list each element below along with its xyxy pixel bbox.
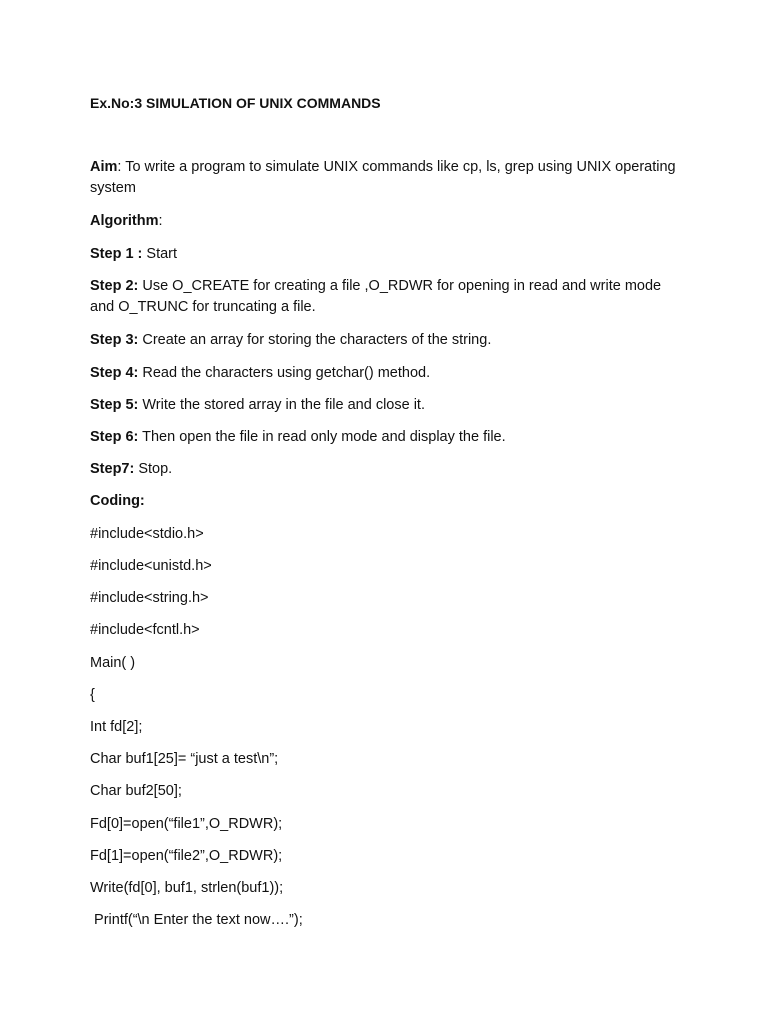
document-page bbox=[90, 0, 690, 1024]
step-label: Step 6: bbox=[90, 429, 139, 445]
algorithm-suffix: : bbox=[158, 213, 163, 229]
coding-heading: Coding: bbox=[90, 493, 145, 509]
code-line: Write(fd[0], buf1, strlen(buf1)); bbox=[90, 880, 284, 896]
step-4 bbox=[90, 363, 430, 384]
code-line: Fd[1]=open(“file2”,O_RDWR); bbox=[90, 848, 283, 864]
aim-text: : To write a program to simulate UNIX commands like cp, ls, grep using UNIX operating system bbox=[90, 159, 676, 196]
code-line: Main( ) bbox=[90, 655, 136, 671]
step-5 bbox=[90, 395, 425, 416]
step-text: Then open the file in read only mode and display the file. bbox=[138, 429, 506, 445]
code-line: #include<fcntl.h> bbox=[90, 622, 200, 638]
step-label: Step 3: bbox=[90, 332, 139, 348]
step-label: Step 1 : bbox=[90, 246, 143, 262]
step-text: Write the stored array in the file and close it. bbox=[138, 397, 425, 413]
aim-label: Aim bbox=[90, 159, 118, 175]
code-line: { bbox=[90, 687, 95, 703]
step-7 bbox=[90, 459, 172, 480]
code-line: Fd[0]=open(“file1”,O_RDWR); bbox=[90, 816, 283, 832]
step-2 bbox=[90, 276, 680, 318]
algorithm-heading bbox=[90, 211, 163, 232]
step-label: Step7: bbox=[90, 461, 135, 477]
code-line: #include<string.h> bbox=[90, 590, 209, 606]
step-text: Use O_CREATE for creating a file ,O_RDWR for opening in read and write mode and O_TRUNC for truncating a file. bbox=[90, 278, 662, 315]
code-line: Char buf1[25]= “just a test\n”; bbox=[90, 751, 279, 767]
step-text: Stop. bbox=[134, 461, 173, 477]
step-label: Step 5: bbox=[90, 397, 139, 413]
code-line: Char buf2[50]; bbox=[90, 783, 182, 799]
step-label: Step 4: bbox=[90, 365, 139, 381]
step-text: Create an array for storing the characters of the string. bbox=[138, 332, 492, 348]
step-text: Read the characters using getchar() method. bbox=[138, 365, 431, 381]
step-6 bbox=[90, 427, 506, 448]
document-title: Ex.No:3 SIMULATION OF UNIX COMMANDS bbox=[90, 95, 381, 111]
step-1 bbox=[90, 244, 177, 265]
code-line: Printf(“\n Enter the text now….”); bbox=[90, 912, 303, 928]
step-text: Start bbox=[142, 246, 178, 262]
algorithm-label: Algorithm bbox=[90, 213, 159, 229]
code-line: Int fd[2]; bbox=[90, 719, 143, 735]
step-label: Step 2: bbox=[90, 278, 139, 294]
code-line: #include<stdio.h> bbox=[90, 526, 204, 542]
step-3 bbox=[90, 330, 491, 351]
aim-paragraph bbox=[90, 157, 680, 199]
code-line: #include<unistd.h> bbox=[90, 558, 212, 574]
